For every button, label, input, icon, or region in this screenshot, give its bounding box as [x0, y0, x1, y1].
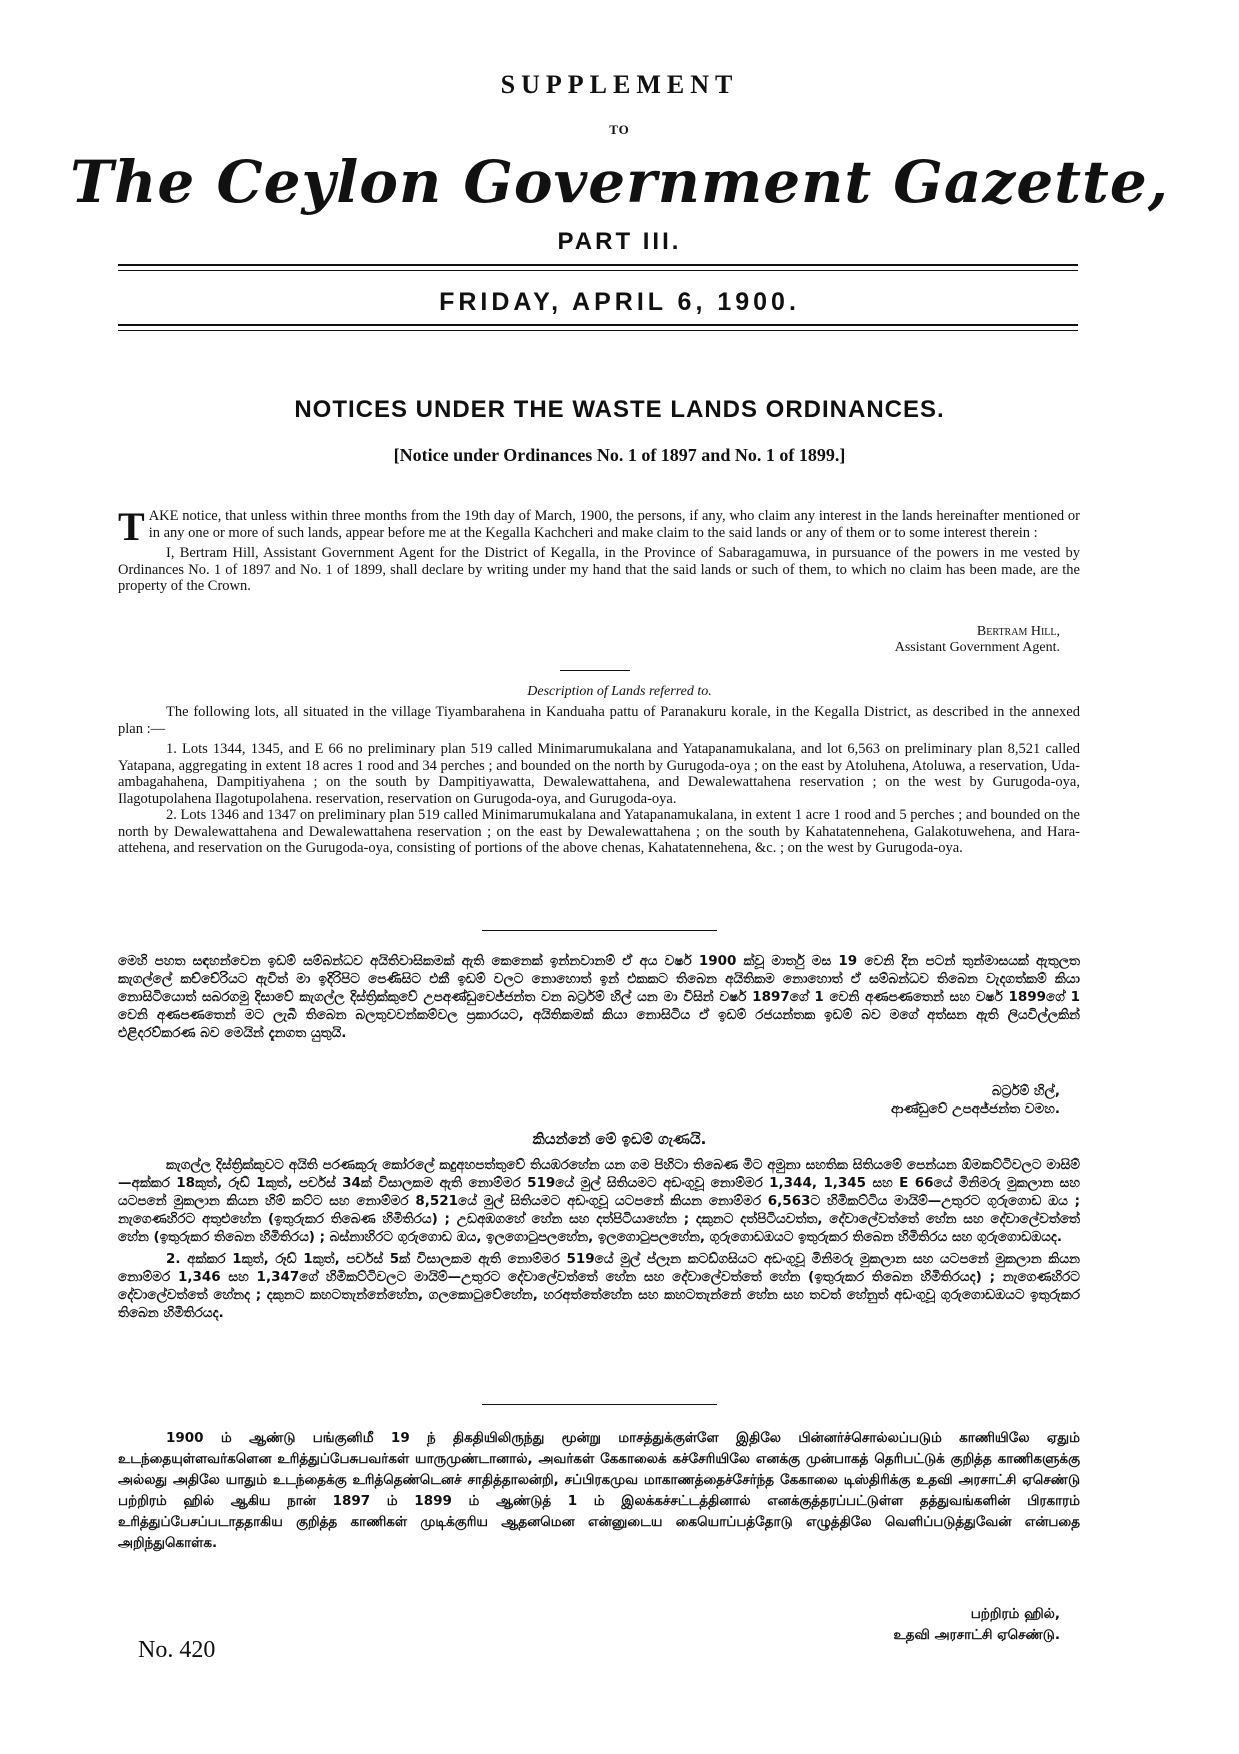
supplement-heading: SUPPLEMENT: [500, 70, 739, 99]
separator-short: [560, 670, 630, 671]
english-signature: [760, 624, 1060, 656]
sinhala-signature-title: ආණ්ඩුවේ උපඅජ්ජන්ත වමහ.: [890, 1101, 1060, 1117]
tamil-paragraph: 1900 ம் ஆண்டு பங்குனிமீ 19 ந் திகதியிலிருந்து மூன்று மாசத்துக்குள்ளே இதிலே பின்னர்ச்சொல்லப்படும் காணியிலே ஏதும் உடந்தையுள்ளவர்களென உரித்துப்பேசுபவர்கள் யாருமுண்டானால், அவர்கள் கேகாலைக் கச்சேரியிலே எனக்கு முன்பாகத் தெரிபட்டுக் குறித்த காணிகளுக்கு அல்லது அதிலே யாதும் உடந்தைக்கு உரித்தெண்டெனச் சாதித்தாலன்றி, சப்பிரகமுவ மாகாணத்தைச்சேர்ந்த கேகாலை டிஸ்திரிக்கு உதவி அரசாட்சி ஏசெண்டு பற்றிரம் ஹில் ஆகிய நான் 1897 ம் 1899 ம் ஆண்டுத் 1 ம் இலக்கச்சட்டத்தினால் எனக்குத்தரப்பட்டுள்ள தத்துவங்களின் பிரகாரம் உரித்துப்பேசப்படாததாகிய குறித்த காணிகள் முடிக்குரிய ஆதனமென என்னுடைய கையொப்பத்தோடு எழுத்திலே வெளிப்படுத்துவேன் என்பதை அறிந்துகொள்க.: [118, 1430, 1080, 1551]
sinhala-lot-1: කැගල්ල දිස්ත්‍රික්කුවට අයිති පරණකුරු කෝරලේ කදුඅහපත්තුවේ තියඹරහේන යන ගම පිහිටා තිබෙණ මිට අමුනා සහතික සිතියමේ පෙන්යන ඕමකට්ටිවලට මාසිම්—අක්කර 18කුත්, රූඩ් 1කුත්, පර්චස් 34ක් විසාලකම ඇති නොම්මර 519යේ මුල් සිතියමට අඩංගුවූ නොම්මර 1,344, 1,345 සහ E 66යේ මිනිමරු මුකලාන සහ යටපනේ මුකලාන කියන හිම් කට්ට සහ නොම්මර 8,521යේ මුල් සිතියමට අඩංගුවූ යටපනේ කියන නොම්මර 6,563ට හිමිකට්ටිය මායිම්—උතුරට ගුරුගොඩ ඔය ; නැගෙණහිරට අතුළුහේන (ඉතුරුකර තිබෙණ හිමිතිරය) ; උඩඅඹගහේ හේන සහ දත්පිටියාහේන ; දකුනට දත්පිටියවත්ත, දේවාලේවත්තේ හේන සහ දේවාලේවත්තේ හේන (ඉතුරුකර තිබෙන හිමිතිරය) ; බස්නාහිරට ගුරුගොඩ ඔය, ඉලගොටුපලහේන, ඉලගොටුපලහේන, ගුරුගොඩඔයට ඉතුරුකර තිබෙන හිමිතිරය සහ ගුරුගොඩඔයද.: [118, 1157, 1080, 1245]
notice-paragraph-1: [118, 504, 1080, 549]
masthead-rule-bottom-2: [118, 330, 1078, 331]
sinhala-description-heading: කියන්නේ මේ ඉඩම් ගැණයි.: [532, 1130, 707, 1148]
to-label: TO: [609, 122, 630, 137]
signature-title: Assistant Government Agent.: [894, 640, 1060, 655]
sinhala-signature: [760, 1082, 1060, 1118]
dropcap: T: [118, 504, 145, 549]
masthead-rule-top-2: [118, 270, 1078, 271]
tamil-signature-title: உதவி அரசாட்சி ஏசெண்டு.: [893, 1627, 1060, 1643]
lot-1-description: 1. Lots 1344, 1345, and E 66 no preliminary plan 519 called Minimarumukalana and Yatapanamukalana, and lot 6,563 on preliminary plan 8,521 called Yatapana, aggregating in extent 18 acres 1 rood and 34 perches ; and bounded on the north by Gurugoda-oya ; on the east by Atoluhena, Atoluwa, a reservation, Uda-ambagahahena, Dampitiyahena ; on the south by Dampitiyawatta, Dewalewattahena, and Dewalewattahena reservation ; on the west by Gurugoda-oya, Ilagotupolahena Ilagotupolahena. reservation, reservation on Gurugoda-oya, and Gurugoda-oya.: [118, 741, 1080, 807]
sinhala-lot-2: 2. අක්කර 1කුත්, රූඩ් 1කුත්, පර්චස් 5ක් විසාලකම ඇති නොම්මර 519යේ මුල් ප්ලෑන කටඩ්ගසියට අඩංගුවූ මිනිමරු මුකලාන සහ යටපනේ මුකලාන කියන නොම්මර 1,346 සහ 1,347ගේ හිමිකට්ටිවලට මායිම්—උතුරට දේවාලේවත්තේ හේන සහ දේවාලේවත්තේ හේන (ඉතුරුකර තිබෙන හිමිතිරයද) ; නැගෙණහිරට දේවාලේවත්තේ හේනද ; දකුනට කහටතැන්නේහේන, ගලකොටුවේහේන, හරඅත්තේහේන සහ කහටතැන්නේ හේන සහ තවත් හේනුත් අඩංගුවූ ගුරුගොඩඔයට ඉතුරුකර තිබෙන හිමිතිරයද.: [118, 1251, 1080, 1321]
part-label: PART III.: [557, 228, 682, 255]
sinhala-intro: මෙහි පහත සඳහන්වෙන ඉඩම් සම්බන්ධව අයිතිවාසිකමක් ඇති කෙනෙක් ඉන්නවානම් ඒ අය වර්ෂ 1900 ක්වූ මාර්තු මස 19 වෙනි දින පටන් තුන්මාසයක් ඇතුලත කැගල්ලේ කච්චේරියට ඇවිත් මා ඉදිරිපිට පෙණිසිට එකී ඉඩම් වලට නොහොත් ඉන් එකකට තිබෙන අයිතිකම නොහොත් ඒ සම්බන්ධව තිබෙන වැදගත්කම් කියා නොසිටියොත් සබරගමු දිසාවේ කැගල්ල දිස්ත්‍රික්කුවේ උපඅණ්ඩුවෙජ්ජන්ත වන බර්ට්‍රම් හිල් යන මා විසින් වර්ෂ 1897ගේ 1 වෙනි අණපණතෙන් සහ වර්ෂ 1899ගේ 1 වෙනි අණපණතෙන් මට ලැබී තිබෙන බලතුවවන්කම්වල ප්‍රකාරයට, අයිතිකමක් කියා නොසිටිය ඒ ඉඩම් රජයන්තක ඉඩම් බව මගේ අත්සන ඇති ලියවිල්ලකින් එළිදරව්කරණ බව මෙයින් දැනගත යුතුයි.: [118, 953, 1080, 1041]
english-notice: [118, 504, 1080, 595]
sinhala-signature-name: බර්ට්‍රම් හිල්,: [992, 1083, 1060, 1099]
masthead-rule-bottom: [118, 324, 1078, 326]
lands-description: [118, 704, 1080, 857]
separator-sinhala-tamil: [482, 1404, 717, 1405]
notices-heading: NOTICES UNDER THE WASTE LANDS ORDINANCES.: [294, 396, 945, 423]
description-heading: Description of Lands referred to.: [527, 684, 712, 699]
tamil-notice: [118, 1428, 1080, 1554]
description-intro: The following lots, all situated in the village Tiyambarahena in Kanduaha pattu of Paranakuru korale, in the Kegalla District, as described in the annexed plan :—: [118, 704, 1080, 737]
gazette-number: No. 420: [138, 1637, 216, 1663]
sinhala-notice: [118, 952, 1080, 1042]
notice-paragraph-1-text: AKE notice, that unless within three months from the 19th day of March, 1900, the persons, if any, who claim any interest in the lands hereinafter mentioned or in any one or more of such lands, appear before me at the Kegalla Kachcheri and make claim to the said lands or any of them or to some interest therein :: [148, 508, 1080, 541]
sinhala-lands-description: [118, 1156, 1080, 1322]
signature-name: Bertram Hill,: [976, 624, 1060, 639]
tamil-signature-name: பற்றிரம் ஹில்,: [970, 1606, 1060, 1622]
notice-paragraph-2: I, Bertram Hill, Assistant Government Agent for the District of Kegalla, in the Province of Sabaragamuwa, in pursuance of the powers in me vested by Ordinances No. 1 of 1897 and No. 1 of 1899, shall declare by writing under my hand that the said lands or such of them, to which no claim has been made, are the property of the Crown.: [118, 545, 1080, 594]
issue-date: FRIDAY, APRIL 6, 1900.: [439, 288, 800, 316]
ordinance-note: [Notice under Ordinances No. 1 of 1897 and No. 1 of 1899.]: [393, 445, 846, 465]
separator-english-sinhala: [482, 930, 717, 931]
lot-2-description: 2. Lots 1346 and 1347 on preliminary plan 519 called Minimarumukalana and Yatapanamukalana, in extent 1 acre 1 rood and 5 perches ; and bounded on the north by Dewalewattahena and Dewalewattahena reservation ; on the east by Dewalewattahena ; on the south by Kahatatennehena, Galakotuwehena, and Hara-attehena, and reservation on the Gurugoda-oya, consisting of portions of the above chenas, Kahatatennehena, &c. ; on the west by Gurugoda-oya.: [118, 807, 1080, 856]
masthead-rule-top: [118, 264, 1078, 266]
tamil-signature: [760, 1604, 1060, 1646]
gazette-title: The Ceylon Government Gazette,: [70, 148, 1169, 216]
